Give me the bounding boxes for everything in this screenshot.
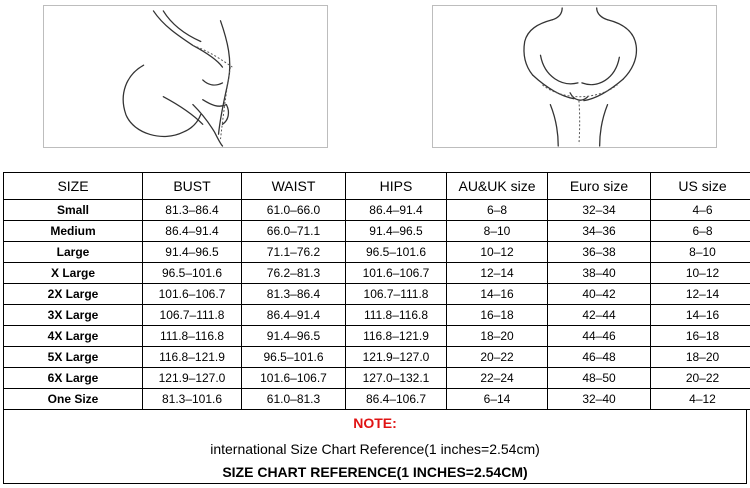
- waist-value: 96.5–101.6: [242, 347, 346, 368]
- au-uk-size-value: 10–12: [447, 242, 548, 263]
- hips-value: 106.7–111.8: [346, 284, 447, 305]
- us-size-value: 10–12: [651, 263, 750, 284]
- hips-value: 101.6–106.7: [346, 263, 447, 284]
- table-row: [4, 347, 750, 368]
- us-size-value: 6–8: [651, 221, 750, 242]
- au-uk-size-value: 22–24: [447, 368, 548, 389]
- waist-value: 61.0–81.3: [242, 389, 346, 410]
- bust-value: 106.7–111.8: [143, 305, 242, 326]
- table-row: [4, 200, 750, 221]
- size-name: Medium: [4, 221, 143, 242]
- table-header-row: [4, 173, 750, 200]
- au-uk-size-value: 14–16: [447, 284, 548, 305]
- au-uk-size-value: 6–8: [447, 200, 548, 221]
- waist-measurement-icon: [44, 6, 327, 147]
- waist-value: 101.6–106.7: [242, 368, 346, 389]
- waist-value: 61.0–66.0: [242, 200, 346, 221]
- table-row: [4, 284, 750, 305]
- us-size-value: 12–14: [651, 284, 750, 305]
- size-name: 4X Large: [4, 326, 143, 347]
- waist-value: 91.4–96.5: [242, 326, 346, 347]
- hips-value: 86.4–106.7: [346, 389, 447, 410]
- us-size-value: 18–20: [651, 347, 750, 368]
- size-name: 2X Large: [4, 284, 143, 305]
- au-uk-size-value: 20–22: [447, 347, 548, 368]
- euro-size-value: 46–48: [548, 347, 651, 368]
- waist-measurement-illustration: [43, 5, 328, 148]
- euro-size-value: 32–40: [548, 389, 651, 410]
- us-size-value: 8–10: [651, 242, 750, 263]
- table-row: [4, 326, 750, 347]
- euro-size-value: 44–46: [548, 326, 651, 347]
- au-uk-size-value: 16–18: [447, 305, 548, 326]
- size-name: X Large: [4, 263, 143, 284]
- au-uk-size-value: 8–10: [447, 221, 548, 242]
- bust-value: 116.8–121.9: [143, 347, 242, 368]
- us-size-value: 4–12: [651, 389, 750, 410]
- euro-size-value: 40–42: [548, 284, 651, 305]
- note-reference-line-caps: SIZE CHART REFERENCE(1 INCHES=2.54CM): [222, 464, 528, 480]
- table-row: [4, 221, 750, 242]
- bust-value: 121.9–127.0: [143, 368, 242, 389]
- header-bust: BUST: [143, 173, 242, 200]
- hips-value: 111.8–116.8: [346, 305, 447, 326]
- euro-size-value: 48–50: [548, 368, 651, 389]
- note-reference-line: international Size Chart Reference(1 inches=2.54cm): [210, 441, 540, 457]
- size-name: Large: [4, 242, 143, 263]
- euro-size-value: 32–34: [548, 200, 651, 221]
- bust-value: 81.3–86.4: [143, 200, 242, 221]
- note-title: NOTE:: [353, 415, 397, 431]
- euro-size-value: 42–44: [548, 305, 651, 326]
- header-hips: HIPS: [346, 173, 447, 200]
- header-us-size: US size: [651, 173, 750, 200]
- hips-value: 91.4–96.5: [346, 221, 447, 242]
- euro-size-value: 38–40: [548, 263, 651, 284]
- waist-value: 86.4–91.4: [242, 305, 346, 326]
- table-row: [4, 305, 750, 326]
- waist-value: 76.2–81.3: [242, 263, 346, 284]
- waist-value: 71.1–76.2: [242, 242, 346, 263]
- hips-value: 121.9–127.0: [346, 347, 447, 368]
- hips-value: 116.8–121.9: [346, 326, 447, 347]
- bust-value: 111.8–116.8: [143, 326, 242, 347]
- euro-size-value: 34–36: [548, 221, 651, 242]
- au-uk-size-value: 6–14: [447, 389, 548, 410]
- bust-value: 96.5–101.6: [143, 263, 242, 284]
- hips-value: 86.4–91.4: [346, 200, 447, 221]
- bust-measurement-icon: [433, 6, 716, 147]
- size-name: One Size: [4, 389, 143, 410]
- au-uk-size-value: 12–14: [447, 263, 548, 284]
- notes-panel: [3, 409, 747, 484]
- au-uk-size-value: 18–20: [447, 326, 548, 347]
- size-name: 5X Large: [4, 347, 143, 368]
- bust-value: 86.4–91.4: [143, 221, 242, 242]
- bust-value: 81.3–101.6: [143, 389, 242, 410]
- us-size-value: 20–22: [651, 368, 750, 389]
- size-name: 3X Large: [4, 305, 143, 326]
- waist-value: 81.3–86.4: [242, 284, 346, 305]
- bust-measurement-illustration: [432, 5, 717, 148]
- bust-value: 91.4–96.5: [143, 242, 242, 263]
- header-au-uk-size: AU&UK size: [447, 173, 548, 200]
- waist-value: 66.0–71.1: [242, 221, 346, 242]
- header-euro-size: Euro size: [548, 173, 651, 200]
- header-waist: WAIST: [242, 173, 346, 200]
- hips-value: 127.0–132.1: [346, 368, 447, 389]
- us-size-value: 14–16: [651, 305, 750, 326]
- size-chart-table: [3, 172, 750, 410]
- table-row: [4, 389, 750, 410]
- size-name: Small: [4, 200, 143, 221]
- euro-size-value: 36–38: [548, 242, 651, 263]
- us-size-value: 16–18: [651, 326, 750, 347]
- hips-value: 96.5–101.6: [346, 242, 447, 263]
- header-size: SIZE: [4, 173, 143, 200]
- table-row: [4, 368, 750, 389]
- us-size-value: 4–6: [651, 200, 750, 221]
- table-row: [4, 242, 750, 263]
- table-row: [4, 263, 750, 284]
- size-name: 6X Large: [4, 368, 143, 389]
- bust-value: 101.6–106.7: [143, 284, 242, 305]
